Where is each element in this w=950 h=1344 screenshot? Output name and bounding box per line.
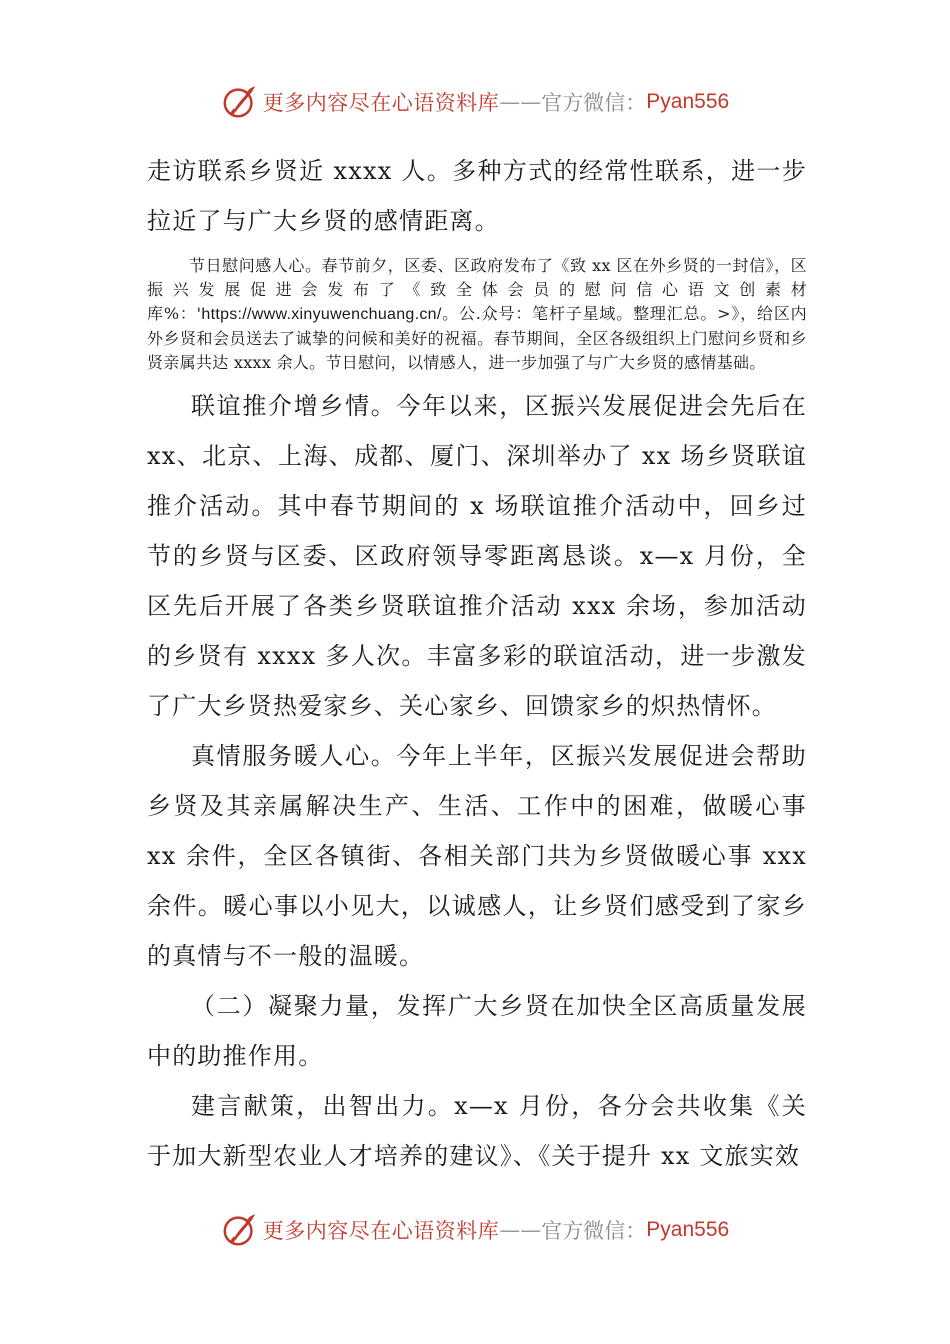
- banner-title: 更多内容尽在心语资料库: [262, 91, 500, 115]
- holiday-text-b: 。公.众号：笔杆子星域。整理汇总。>》，给区内外乡贤和会员送去了诚挚的问候和美好的祝福。春节期间，全区各级组织上门慰问乡贤和乡贤亲属共达 xxxx 余人。节日慰问，以情感人，进一步加强了与广大乡贤的感情基础。: [147, 304, 807, 372]
- paragraph-warm-service: 真情服务暖人心。今年上半年，区振兴发展促进会帮助乡贤及其亲属解决生产、生活、工作中的困难，做暖心事 xx 余件，全区各镇街、各相关部门共为乡贤做暖心事 xxx 余件。暖心事以小见大，以诚感人，让乡贤们感受到了家乡的真情与不一般的温暖。: [147, 742, 807, 970]
- paragraph-advice: 建言献策，出智出力。x—x 月份，各分会共收集《关于加大新型农业人才培养的建议》、《关于提升 xx 文旅实效: [147, 1092, 807, 1170]
- banner-separator: ——: [499, 90, 542, 114]
- quill-pen-logo-icon: [221, 1211, 259, 1249]
- banner-wechat-label: 官方微信：: [541, 91, 647, 115]
- quill-pen-logo-icon: [221, 83, 259, 121]
- document-body: [147, 146, 807, 1181]
- footer-banner: [0, 1208, 950, 1252]
- header-banner: [0, 80, 950, 124]
- holiday-text-a: 节日慰问感人心。春节前夕，区委、区政府发布了《致 xx 区在外乡贤的一封信》，区振兴发展促进会发布了《致全体会员的慰问信心语文创素材库%：': [147, 256, 807, 323]
- holiday-url: https://www.xinyuwenchuang.cn/: [201, 306, 442, 323]
- paragraph-holiday-greetings: [147, 254, 807, 375]
- footer-banner-title: 更多内容尽在心语资料库: [262, 1219, 500, 1243]
- paragraph-networking: 联谊推介增乡情。今年以来，区振兴发展促进会先后在 xx、北京、上海、成都、厦门、深圳举办了 xx 场乡贤联谊推介活动。其中春节期间的 x 场联谊推介活动中，回乡过节的乡贤与区委、区政府领导零距离恳谈。x—x 月份，全区先后开展了各类乡贤联谊推介活动 xxx 余场，参加活动的乡贤有 xxxx 多人次。丰富多彩的联谊活动，进一步激发了广大乡贤热爱家乡、关心家乡、回馈家乡的炽热情怀。: [147, 392, 807, 720]
- paragraph-visit-contact: 走访联系乡贤近 xxxx 人。多种方式的经常性联系，进一步拉近了与广大乡贤的感情距离。: [147, 157, 807, 235]
- footer-banner-wechat-id: Pyan556: [646, 1218, 730, 1241]
- footer-banner-separator: ——: [499, 1218, 542, 1242]
- section-heading-two: （二）凝聚力量，发挥广大乡贤在加快全区高质量发展中的助推作用。: [147, 992, 807, 1070]
- banner-wechat-id: Pyan556: [646, 90, 730, 113]
- footer-banner-wechat-label: 官方微信：: [541, 1219, 647, 1243]
